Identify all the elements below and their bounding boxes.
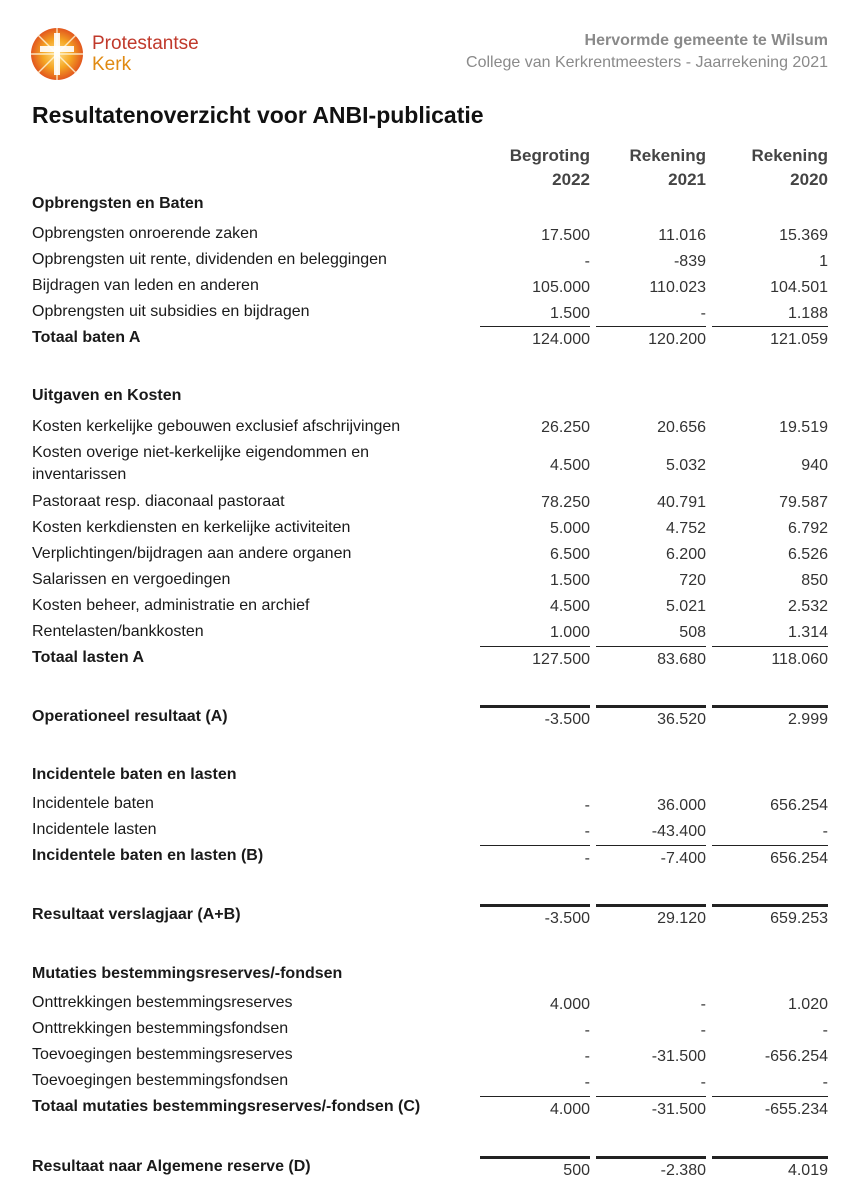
row-value: 29.120 <box>657 910 706 927</box>
row-value: 17.500 <box>541 227 590 244</box>
double-sum-rule <box>596 705 706 708</box>
row-value: 11.016 <box>658 227 706 244</box>
row-value: 6.500 <box>549 546 590 563</box>
row-value: 500 <box>563 1162 590 1179</box>
row-value: 940 <box>801 457 828 474</box>
row-label: Kosten kerkdiensten en kerkelijke activiteiten <box>32 519 351 536</box>
row-value: 850 <box>801 572 828 589</box>
row-label: Onttrekkingen bestemmingsfondsen <box>32 1020 289 1037</box>
row-label: Totaal baten A <box>32 329 141 346</box>
row-value: - <box>584 253 590 270</box>
row-label: Kosten kerkelijke gebouwen exclusief afschrijvingen <box>32 418 401 435</box>
row-value: - <box>700 1022 706 1039</box>
row-value: 5.032 <box>665 457 706 474</box>
sum-rule <box>712 845 828 846</box>
column-header <box>586 144 706 192</box>
row-label: Incidentele baten en lasten (B) <box>32 847 264 864</box>
protestantse-kerk-logo <box>30 27 199 81</box>
row-label: Kosten beheer, administratie en archief <box>32 597 310 614</box>
row-value: 5.000 <box>549 520 590 537</box>
row-value: 36.520 <box>657 711 706 728</box>
row-value: 1.020 <box>787 996 828 1013</box>
row-value: 2.532 <box>787 598 828 615</box>
page-title: Resultatenoverzicht voor ANBI-publicatie <box>32 102 484 128</box>
row-value: - <box>584 1022 590 1039</box>
row-label: Salarissen en vergoedingen <box>32 571 231 588</box>
row-value: - <box>700 305 706 322</box>
row-value: - <box>584 1048 590 1065</box>
double-sum-rule <box>480 705 590 708</box>
document-header <box>466 30 828 74</box>
row-value: -2.380 <box>660 1162 706 1179</box>
row-value: - <box>584 850 590 867</box>
row-value: 120.200 <box>648 331 706 348</box>
row-value: - <box>700 1074 706 1091</box>
row-value: -839 <box>673 253 706 270</box>
row-value: 4.019 <box>787 1162 828 1179</box>
sum-rule <box>596 845 706 846</box>
row-value: -43.400 <box>651 823 706 840</box>
sum-rule <box>480 845 590 846</box>
row-value: -31.500 <box>651 1048 706 1065</box>
column-header-line1: Begroting <box>509 146 590 165</box>
column-header <box>708 144 828 192</box>
row-value: 2.999 <box>787 711 828 728</box>
row-value: 4.000 <box>549 996 590 1013</box>
row-value: 1.500 <box>549 305 590 322</box>
double-sum-rule <box>596 1156 706 1159</box>
row-value: 508 <box>679 624 706 641</box>
row-value: 105.000 <box>532 279 590 296</box>
row-label: Opbrengsten uit rente, dividenden en beleggingen <box>32 251 387 268</box>
row-value: 6.792 <box>787 520 828 537</box>
row-value: -655.234 <box>764 1101 828 1118</box>
row-label: Totaal mutaties bestemmingsreserves/-fondsen (C) <box>32 1098 421 1115</box>
row-value: 36.000 <box>657 797 706 814</box>
row-value: 19.519 <box>779 419 828 436</box>
sum-rule <box>480 646 590 647</box>
row-label-continued: inventarissen <box>32 466 127 483</box>
row-value: - <box>822 1074 828 1091</box>
sum-rule <box>480 326 590 327</box>
row-value: - <box>700 996 706 1013</box>
column-header-line2: 2020 <box>790 170 828 189</box>
row-label: Operationeel resultaat (A) <box>32 708 228 725</box>
row-value: 4.000 <box>549 1101 590 1118</box>
row-value: 4.500 <box>549 457 590 474</box>
sum-rule <box>712 326 828 327</box>
row-value: 5.021 <box>665 598 706 615</box>
row-value: 656.254 <box>770 797 828 814</box>
row-value: 124.000 <box>532 331 590 348</box>
row-value: 20.656 <box>657 419 706 436</box>
row-value: 110.023 <box>649 279 706 296</box>
row-value: - <box>822 1022 828 1039</box>
row-value: 6.526 <box>787 546 828 563</box>
logo-line-2: Kerk <box>92 54 132 75</box>
row-label: Totaal lasten A <box>32 649 145 666</box>
sum-rule <box>596 1096 706 1097</box>
row-value: -656.254 <box>764 1048 828 1065</box>
section-heading: Opbrengsten en Baten <box>32 195 204 212</box>
row-value: - <box>584 1074 590 1091</box>
row-value: 1.314 <box>787 624 828 641</box>
row-label: Resultaat naar Algemene reserve (D) <box>32 1158 311 1175</box>
row-value: 4.500 <box>549 598 590 615</box>
row-value: 1.500 <box>549 572 590 589</box>
row-value: 79.587 <box>779 494 828 511</box>
row-value: 127.500 <box>532 651 590 668</box>
double-sum-rule <box>480 1156 590 1159</box>
logo-line-1: Protestantse <box>92 33 199 54</box>
row-label: Opbrengsten uit subsidies en bijdragen <box>32 303 310 320</box>
double-sum-rule <box>712 904 828 907</box>
row-value: 6.200 <box>665 546 706 563</box>
sum-rule <box>480 1096 590 1097</box>
row-value: 104.501 <box>770 279 828 296</box>
row-label: Toevoegingen bestemmingsfondsen <box>32 1072 289 1089</box>
row-value: 1.000 <box>549 624 590 641</box>
section-heading: Incidentele baten en lasten <box>32 766 237 783</box>
double-sum-rule <box>712 705 828 708</box>
column-header-line2: 2021 <box>668 170 706 189</box>
row-value: 1 <box>819 253 828 270</box>
row-value: 78.250 <box>541 494 590 511</box>
row-label: Toevoegingen bestemmingsreserves <box>32 1046 293 1063</box>
row-value: -3.500 <box>544 711 590 728</box>
row-label: Rentelasten/bankkosten <box>32 623 204 640</box>
double-sum-rule <box>480 904 590 907</box>
row-value: -7.400 <box>660 850 706 867</box>
row-value: 15.369 <box>779 227 828 244</box>
row-value: - <box>822 823 828 840</box>
row-value: 659.253 <box>770 910 828 927</box>
row-label: Bijdragen van leden en anderen <box>32 277 259 294</box>
row-value: 1.188 <box>787 305 828 322</box>
row-label: Resultaat verslagjaar (A+B) <box>32 906 241 923</box>
row-value: - <box>584 823 590 840</box>
section-heading: Uitgaven en Kosten <box>32 387 182 404</box>
row-label: Onttrekkingen bestemmingsreserves <box>32 994 293 1011</box>
church-sun-cross-icon <box>30 27 84 81</box>
column-header-line2: 2022 <box>552 170 590 189</box>
double-sum-rule <box>712 1156 828 1159</box>
section-heading: Mutaties bestemmingsreserves/-fondsen <box>32 965 343 982</box>
document-subtitle: College van Kerkrentmeesters - Jaarrekening 2021 <box>466 54 828 71</box>
row-label: Pastoraat resp. diaconaal pastoraat <box>32 493 285 510</box>
row-value: 656.254 <box>770 850 828 867</box>
sum-rule <box>712 646 828 647</box>
row-value: 26.250 <box>541 419 590 436</box>
row-label: Incidentele lasten <box>32 821 157 838</box>
row-value: 40.791 <box>657 494 706 511</box>
row-label: Opbrengsten onroerende zaken <box>32 225 258 242</box>
row-value: 118.060 <box>771 651 828 668</box>
sum-rule <box>596 646 706 647</box>
row-value: 720 <box>679 572 706 589</box>
row-value: 83.680 <box>657 651 706 668</box>
row-label: Incidentele baten <box>32 795 154 812</box>
row-value: -31.500 <box>651 1101 706 1118</box>
double-sum-rule <box>596 904 706 907</box>
row-value: -3.500 <box>544 910 590 927</box>
row-value: - <box>584 797 590 814</box>
row-value: 4.752 <box>665 520 706 537</box>
organization-name: Hervormde gemeente te Wilsum <box>584 32 828 49</box>
row-value: 121.059 <box>770 331 828 348</box>
row-label: Verplichtingen/bijdragen aan andere organen <box>32 545 352 562</box>
sum-rule <box>712 1096 828 1097</box>
sum-rule <box>596 326 706 327</box>
column-header-line1: Rekening <box>751 146 828 165</box>
column-header-line1: Rekening <box>629 146 706 165</box>
row-label: Kosten overige niet-kerkelijke eigendommen en <box>32 444 370 461</box>
column-header <box>470 144 590 192</box>
